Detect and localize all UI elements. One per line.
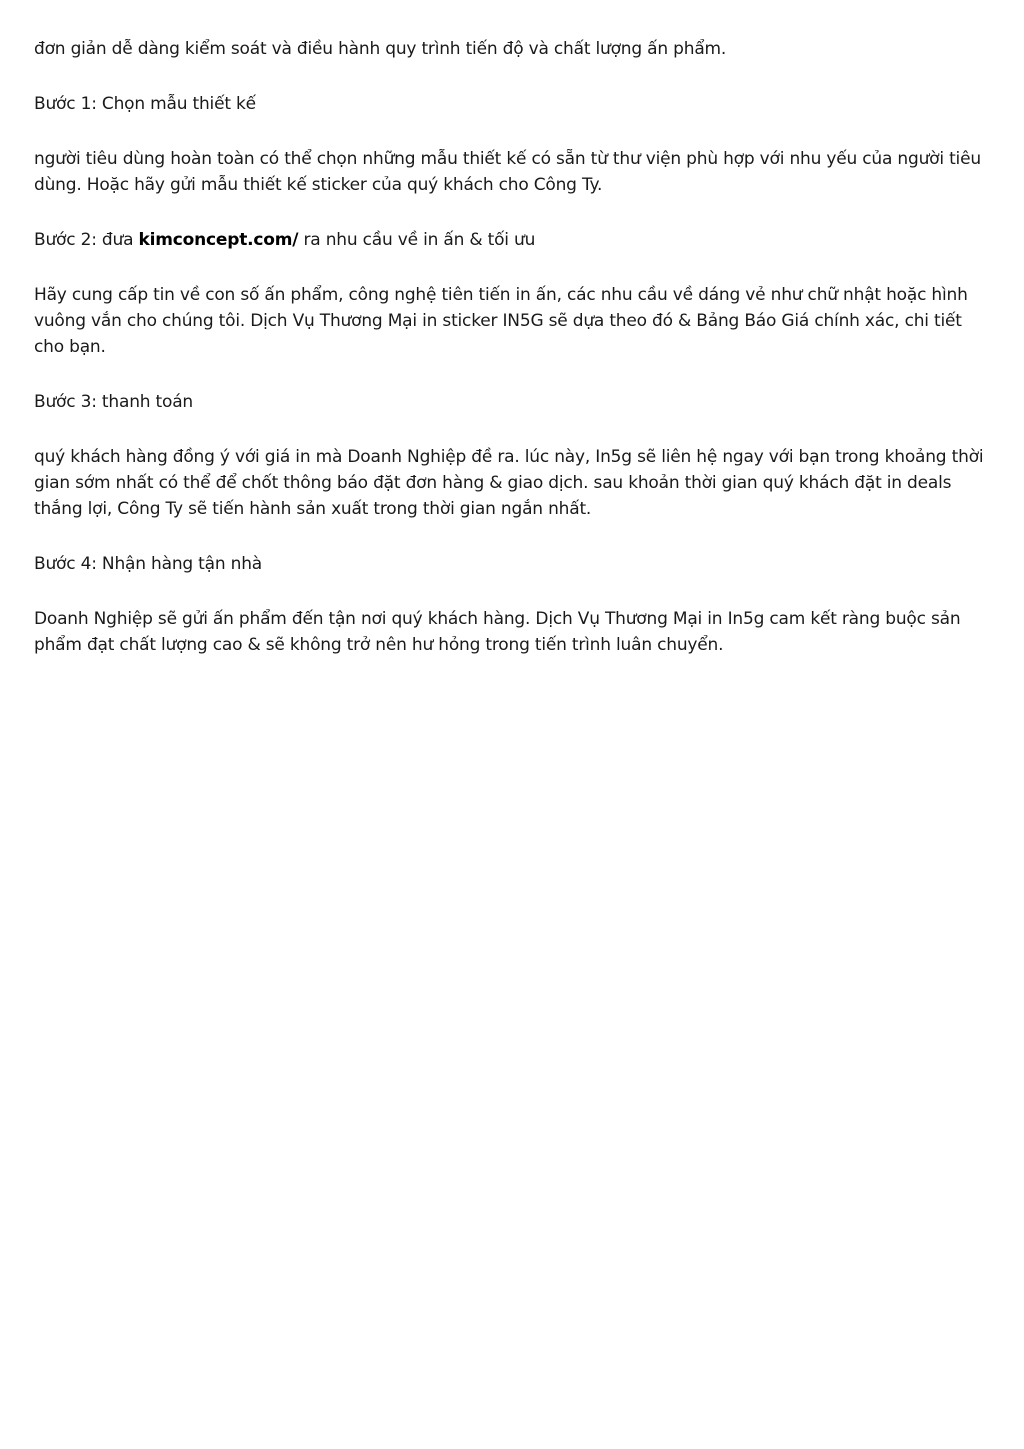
- step-4-description: Doanh Nghiệp sẽ gửi ấn phẩm đến tận nơi quý khách hàng. Dịch Vụ Thương Mại in In5g cam kết ràng buộc sản phẩm đạt chất lượng cao & sẽ không trở nên hư hỏng trong tiến trình luân chuyển.: [34, 609, 961, 655]
- intro-paragraph: đơn giản dễ dàng kiểm soát và điều hành quy trình tiến độ và chất lượng ấn phẩm.: [34, 39, 727, 59]
- step-2-description: Hãy cung cấp tin về con số ấn phẩm, công nghệ tiên tiến in ấn, các nhu cầu về dáng vẻ như chữ nhật hoặc hình vuông vắn cho chúng tôi. Dịch Vụ Thương Mại in sticker IN5G sẽ dựa theo đó & Bảng Báo Giá chính xác, chi tiết cho bạn.: [34, 285, 968, 357]
- step-3-description: quý khách hàng đồng ý với giá in mà Doanh Nghiệp đề ra. lúc này, In5g sẽ liên hệ ngay với bạn trong khoảng thời gian sớm nhất có thể để chốt thông báo đặt đơn hàng & giao dịch. sau khoản thời gian quý khách đặt in deals thắng lợi, Công Ty sẽ tiến hành sản xuất trong thời gian ngắn nhất.: [34, 447, 984, 519]
- step-4-heading: Bước 4: Nhận hàng tận nhà: [34, 554, 263, 574]
- step-2-prefix: Bước 2: đưa: [34, 230, 139, 250]
- document-body: [34, 36, 994, 687]
- step-1-heading: Bước 1: Chọn mẫu thiết kế: [34, 94, 256, 114]
- step-3-heading: Bước 3: thanh toán: [34, 392, 194, 412]
- step-1-description: người tiêu dùng hoàn toàn có thể chọn những mẫu thiết kế có sẵn từ thư viện phù hợp với nhu yếu của người tiêu dùng. Hoặc hãy gửi mẫu thiết kế sticker của quý khách cho Công Ty.: [34, 149, 981, 195]
- kimconcept-link[interactable]: kimconcept.com/: [138, 230, 299, 250]
- step-2-suffix: ra nhu cầu về in ấn & tối ưu: [298, 230, 536, 250]
- step-2-heading: [34, 227, 994, 253]
